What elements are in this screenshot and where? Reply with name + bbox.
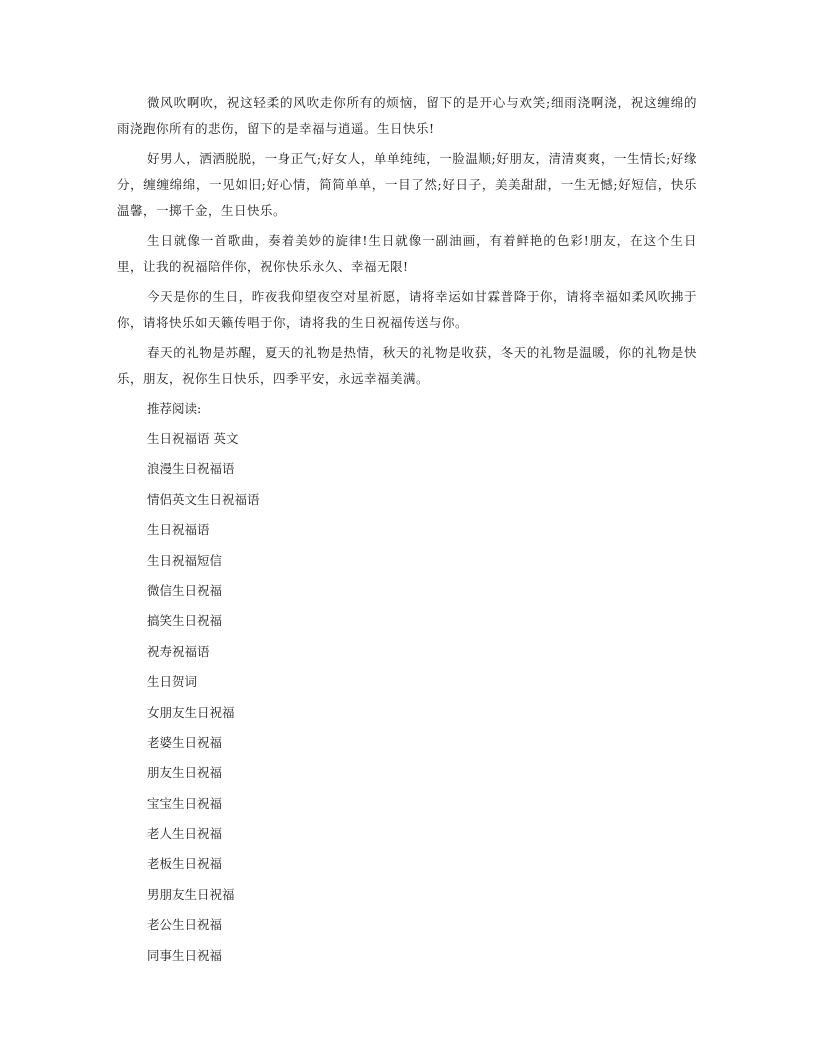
recommended-link[interactable]: 男朋友生日祝福 [147, 886, 235, 902]
document-page [117, 90, 697, 973]
recommended-link[interactable]: 生日祝福语 英文 [147, 431, 239, 446]
recommended-link[interactable]: 宝宝生日祝福 [147, 795, 223, 811]
recommended-link[interactable]: 祝寿祝福语 [147, 643, 210, 659]
recommended-link[interactable]: 老公生日祝福 [147, 917, 223, 933]
recommended-link[interactable]: 老板生日祝福 [147, 856, 223, 872]
recommended-link[interactable]: 老人生日祝福 [147, 826, 223, 842]
recommended-link[interactable]: 生日祝福短信 [147, 552, 223, 568]
paragraph-1: 微风吹啊吹，祝这轻柔的风吹走你所有的烦恼，留下的是开心与欢笑;细雨浇啊浇，祝这缠绵的雨浇跑你所有的悲伤，留下的是幸福与逍遥。生日快乐! [117, 95, 697, 136]
recommended-link[interactable]: 浪漫生日祝福语 [147, 461, 235, 477]
recommended-link[interactable]: 同事生日祝福 [147, 947, 223, 963]
recommended-link[interactable]: 朋友生日祝福 [147, 765, 223, 781]
paragraph-5: 春天的礼物是苏醒，夏天的礼物是热情，秋天的礼物是收获，冬天的礼物是温暖，你的礼物是快乐，朋友，祝你生日快乐，四季平安，永远幸福美满。 [117, 345, 697, 386]
recommended-link[interactable]: 生日祝福语 [147, 522, 210, 538]
recommended-link[interactable]: 老婆生日祝福 [147, 734, 223, 750]
recommended-reading-list [117, 426, 697, 969]
paragraph-4: 今天是你的生日，昨夜我仰望夜空对星祈愿，请将幸运如甘霖普降于你，请将幸福如柔风吹拂于你，请将快乐如天籁传唱于你，请将我的生日祝福传送与你。 [117, 289, 697, 330]
recommended-link[interactable]: 情侣英文生日祝福语 [147, 491, 260, 507]
paragraph-2: 好男人，洒洒脱脱，一身正气;好女人，单单纯纯，一脸温顺;好朋友，清清爽爽，一生情长;好缘分，缠缠绵绵，一见如旧;好心情，简简单单，一目了然;好日子，美美甜甜，一生无憾;好短信，快乐温馨，一掷千金，生日快乐。 [117, 151, 697, 218]
paragraph-3: 生日就像一首歌曲，奏着美妙的旋律!生日就像一副油画，有着鲜艳的色彩!朋友，在这个生日里，让我的祝福陪伴你，祝你快乐永久、幸福无限! [117, 233, 697, 274]
recommended-link[interactable]: 微信生日祝福 [147, 582, 223, 598]
recommended-reading-title: 推荐阅读: [147, 401, 202, 416]
recommended-link[interactable]: 搞笑生日祝福 [147, 613, 223, 629]
recommended-link[interactable]: 生日贺词 [147, 674, 198, 690]
recommended-link[interactable]: 女朋友生日祝福 [147, 704, 235, 720]
